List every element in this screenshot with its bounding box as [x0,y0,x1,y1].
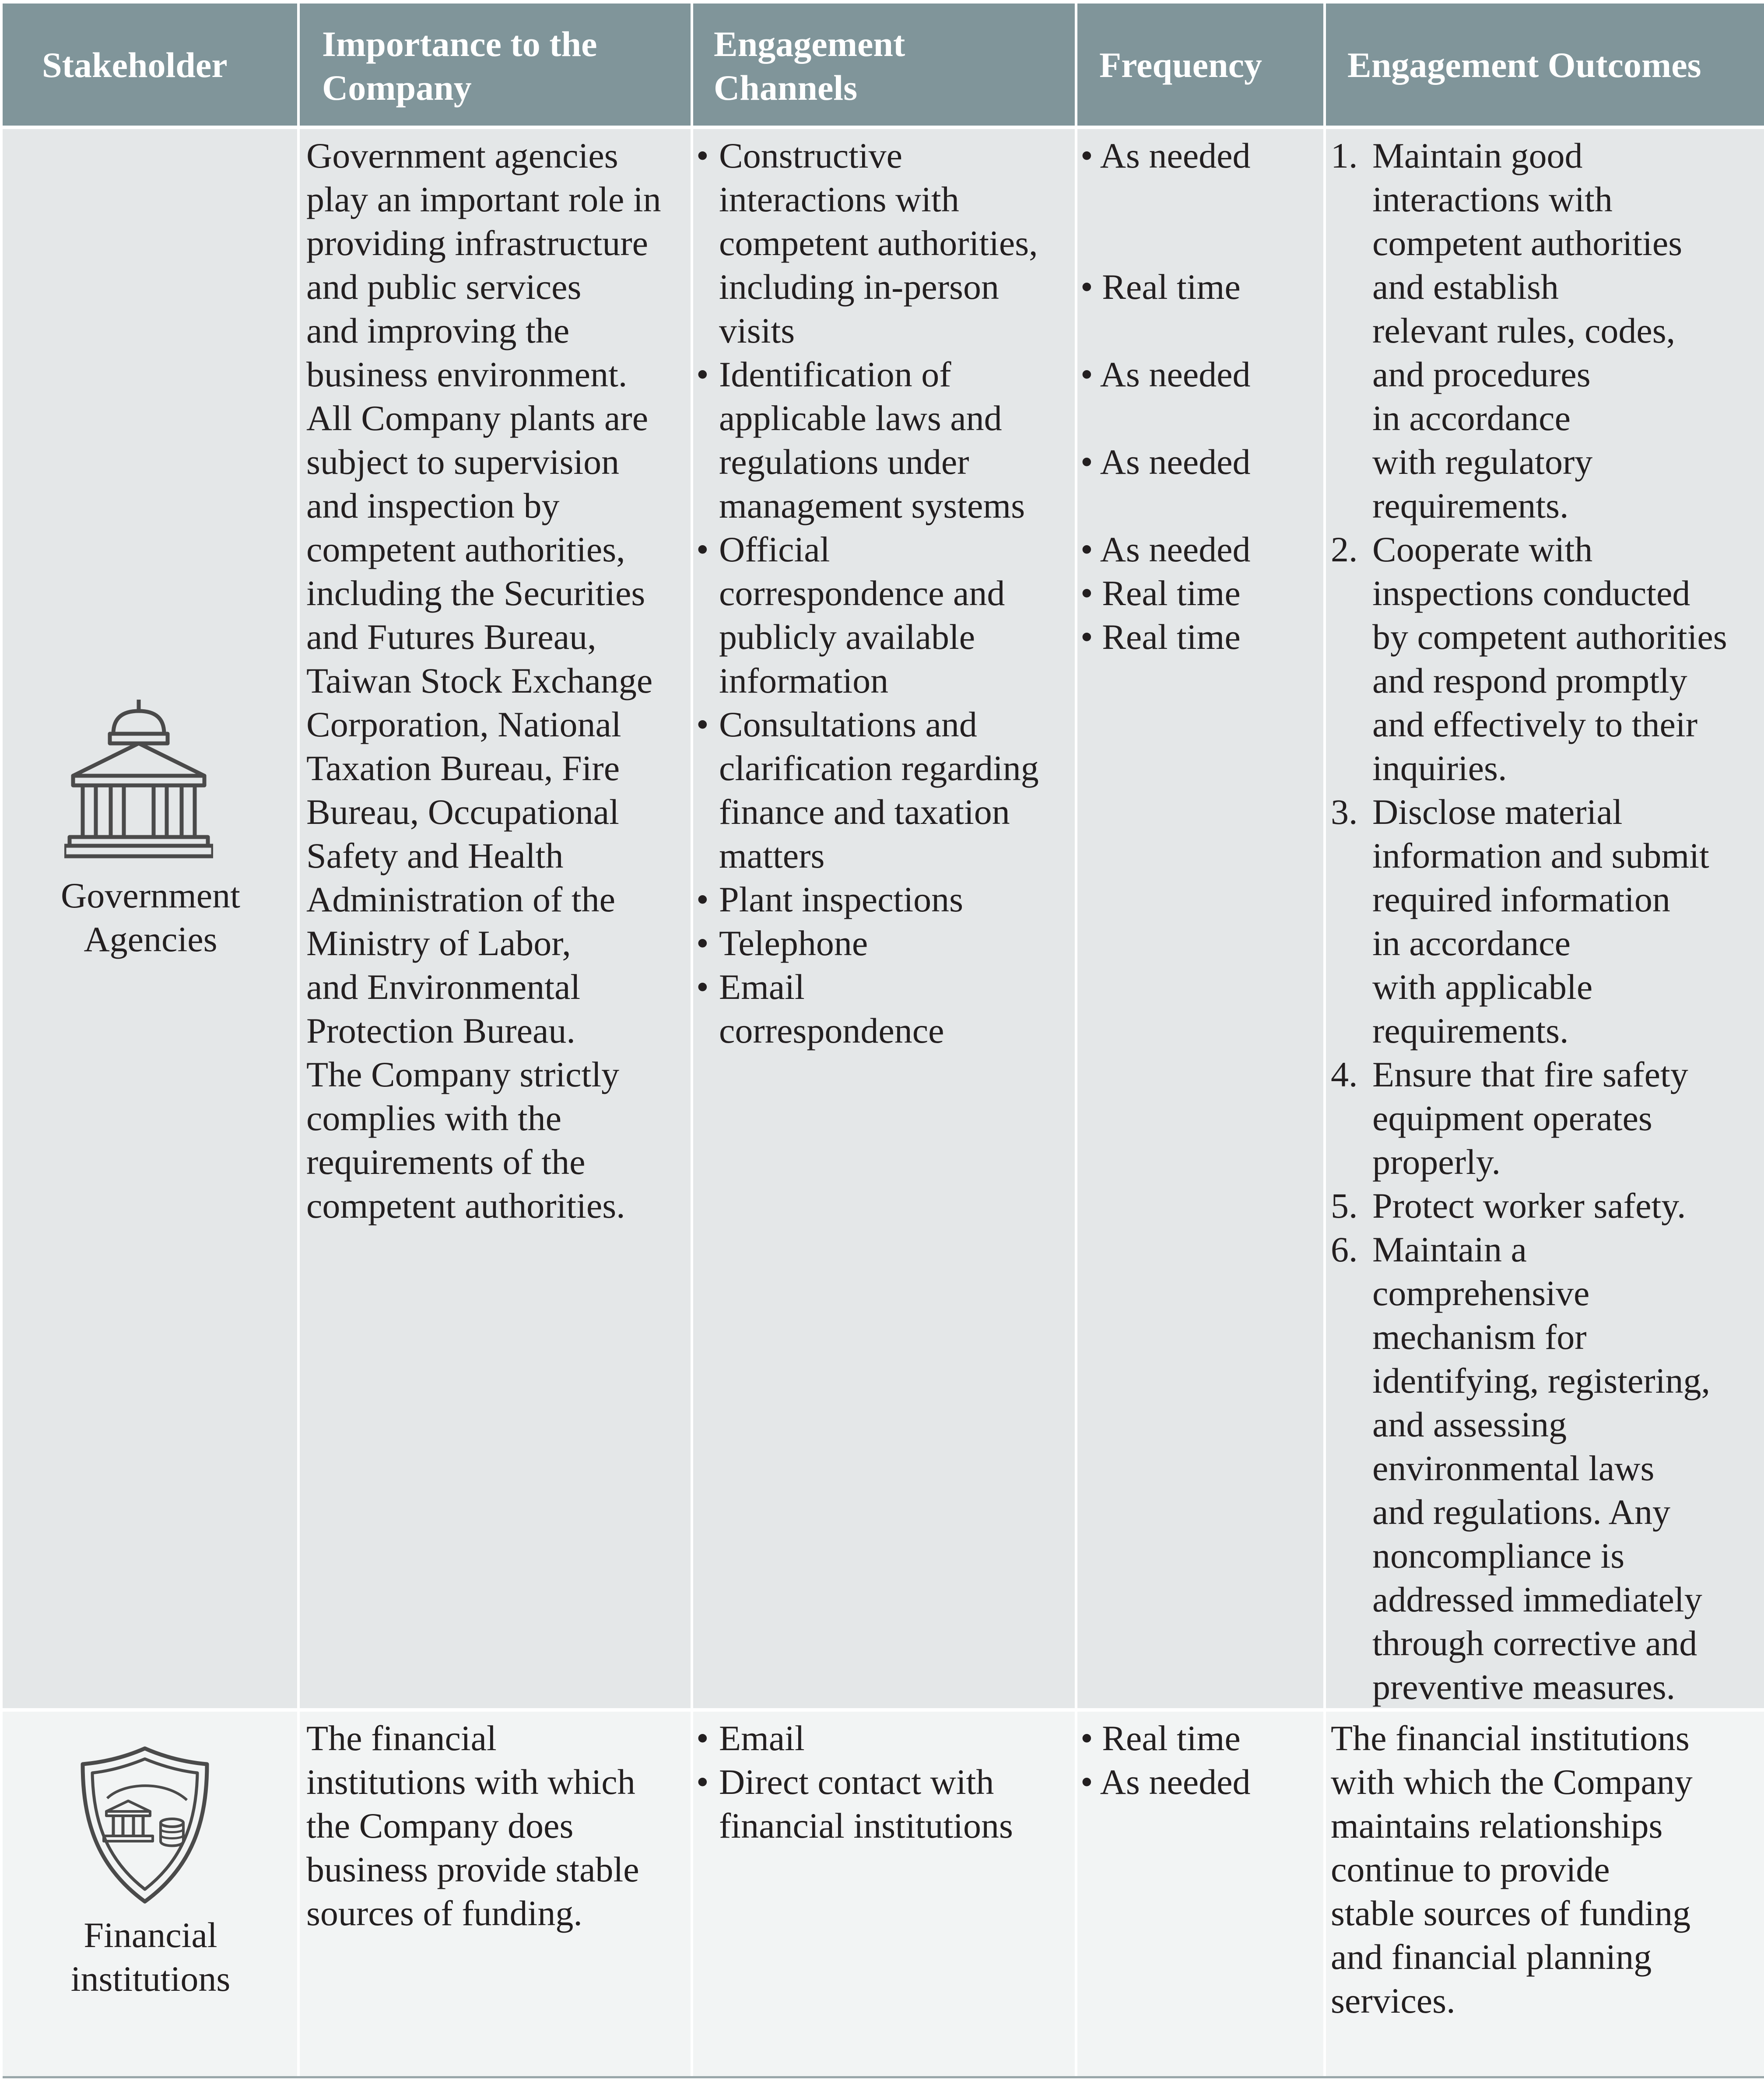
stakeholder-name: Government Agencies [61,876,240,959]
table-row-government [3,127,1764,1710]
outcomes-cell-government [1325,127,1764,1710]
header-cell-importance [298,4,692,127]
frequency-item: • As needed [1080,136,1251,175]
frequency-item: • As needed [1080,354,1251,394]
bank-shield-icon [79,1746,210,1904]
importance-cell-government [298,127,692,1710]
column-divider [1075,4,1077,2078]
list-item: 1. Maintain good interactions with competent authorities and establish relevant rules, codes, and procedures in accordance with regulatory requirements. [1331,136,1683,525]
column-divider [1323,4,1326,2078]
frequency-cell-government [1076,127,1325,1710]
table-bottom-border [3,2076,1764,2078]
list-item: • Plant inspections [696,879,964,919]
list-item: • Telephone [696,923,868,963]
table-header-row [3,4,1764,127]
frequency-cell-financial [1076,1710,1325,2078]
frequency-item: • Real time [1080,1718,1241,1758]
header-cell-channels [692,4,1076,127]
stakeholder-cell-government [3,127,298,1710]
stakeholder-cell-financial [3,1710,298,2078]
frequency-item: • As needed [1080,1762,1251,1802]
header-cell-outcomes [1325,4,1764,127]
stakeholder-name: Financial institutions [70,1915,231,1999]
outcomes-list [1331,134,1727,1709]
list-item: • Official correspondence and publicly available information [696,529,1005,701]
frequency-item: • As needed [1080,529,1251,569]
row-divider [3,126,1764,129]
list-item: • Consultations and clarification regarding finance and taxation matters [696,704,1039,876]
list-item: • Constructive interactions with competent authorities, including in-person visits [696,136,1038,350]
importance-cell-financial [298,1710,692,2078]
list-item: 4. Ensure that fire safety equipment operates properly. [1331,1054,1688,1182]
row-divider [3,1708,1764,1712]
header-importance: Importance to the Company [322,24,597,108]
column-divider [691,4,693,2078]
channels-list [696,134,1039,1053]
header-frequency: Frequency [1099,45,1263,85]
outcomes-text: The financial institutions with which the Company maintains relationships continue to provide stable sources of funding and financial planning services. [1331,1718,1693,2021]
list-item: 2. Cooperate with inspections conducted by competent authorities and respond promptly and effectively to their inquiries. [1331,529,1727,788]
header-cell-frequency [1076,4,1325,127]
channels-cell-financial [692,1710,1076,2078]
importance-text: The financial institutions with which the Company does business provide stable sources of funding. [306,1718,639,1933]
frequency-item: • Real time [1080,617,1241,657]
government-building-icon [64,698,213,864]
table-row-financial [3,1710,1764,2078]
frequency-item: • Real time [1080,267,1241,307]
list-item: • Email correspondence [696,967,944,1051]
stakeholder-engagement-table [3,4,1764,2078]
column-divider [297,4,300,2078]
header-channels: Engagement Channels [714,24,905,108]
outcomes-cell-financial [1325,1710,1764,2078]
channels-list [696,1716,1013,1848]
header-outcomes: Engagement Outcomes [1347,45,1701,85]
header-stakeholder: Stakeholder [42,45,228,85]
importance-text: Government agencies play an important role in providing infrastructure and public services and improving the business environment. All Company plants are subject to supervision and inspection by competent authorities, including the Securities and Futures Bureau, Taiwan Stock Exchange Corporation, National Taxation Bureau, Fire Bureau, Occupational Safety and Health Administration of the Ministry of Labor, and Environmental Protection Bureau. The Company strictly complies with the requirements of the competent authorities. [306,136,661,1226]
list-item: • Direct contact with financial institutions [696,1762,1013,1846]
frequency-item: • As needed [1080,442,1251,482]
channels-cell-government [692,127,1076,1710]
list-item: 6. Maintain a comprehensive mechanism for identifying, registering, and assessing environmental laws and regulations. Any noncompliance is addressed immediately through corrective and preventive measures. [1331,1229,1710,1707]
list-item: • Identification of applicable laws and regulations under management systems [696,354,1025,525]
list-item: 5. Protect worker safety. [1331,1186,1686,1226]
list-item: 3. Disclose material information and submit required information in accordance with applicable requirements. [1331,792,1709,1051]
header-cell-stakeholder [3,4,298,127]
frequency-item: • Real time [1080,573,1241,613]
list-item: • Email [696,1718,805,1758]
